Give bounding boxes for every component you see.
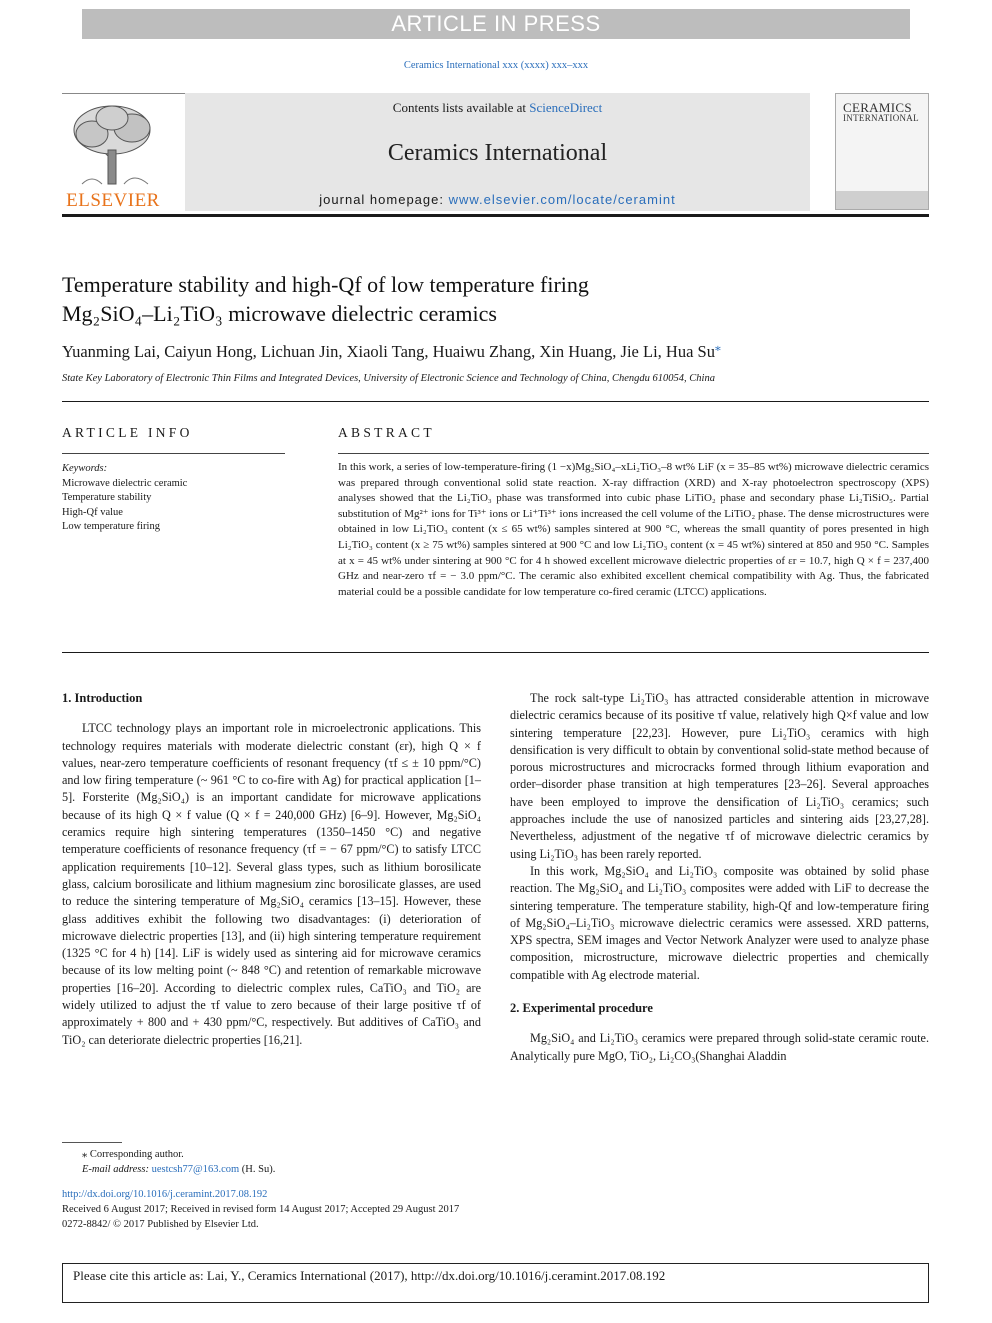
- elsevier-tree-logo: [62, 100, 164, 186]
- authors-text: Yuanming Lai, Caiyun Hong, Lichuan Jin, Xiaoli Tang, Huaiwu Zhang, Xin Huang, Jie Li, Hua Su: [62, 342, 715, 361]
- abstract-rule: [338, 453, 929, 454]
- homepage-prefix: journal homepage:: [319, 192, 449, 207]
- intro-heading: 1. Introduction: [62, 691, 143, 705]
- title-line-2: Mg₂SiO₄–Li₂TiO₃ microwave dielectric ceramics: [62, 301, 497, 326]
- author-list: [62, 342, 721, 362]
- received-dates: Received 6 August 2017; Received in revised form 14 August 2017; Accepted 29 August 2017: [62, 1204, 460, 1215]
- keyword-item: High-Qf value: [62, 506, 123, 518]
- header-thick-rule: [62, 214, 929, 217]
- intro-paragraph-1: LTCC technology plays an important role in microelectronic applications. This technology requires materials with moderate dielectric constant (εr), high Q × f values, near-zero temperature coefficients of resonant frequency (τf ≤ ± 10 ppm/°C) and low firing temperature (~ 961 °C to co-fire with Ag) for practical application [1–5]. Forsterite (Mg₂SiO₄) is an important candidate for microwave applications because of its high Q × f value (Q × f = 240,000 GHz) [6–9]. However, Mg₂SiO₄ ceramics require high sintering temperatures (1350–1450 °C) and negative temperature coefficients of resonance frequency (τf = − 67 ppm/°C) to satisfy LTCC application requirements [10–12]. Several glass types, such as lithium borosilicate glass, calcium borosilicate and lithium magnesium zinc borosilicate glasses, are used to reduce the sintering temperature of Mg₂SiO₄ ceramics [13–15]. However, these glass additives exhibit the following two disadvantages: (i) deterioration of microwave dielectric properties [13], and (ii) high sintering temperature requirement (1325 °C for 4 h) [14]. LiF is widely used as sintering aid for microwave ceramics because of its low melting point (~ 848 °C) and retention of remarkable microwave properties [16–20]. According to dielectric complex rules, CaTiO₃ and TiO₂ are widely utilized to adjust the τf value to zero because of their large positive τf of approximately + 800 and + 430 ppm/°C, respectively. But additives of CaTiO₃ and TiO₂ can deteriorate dielectric properties [16,21].: [62, 721, 481, 1047]
- sciencedirect-link[interactable]: ScienceDirect: [529, 100, 603, 115]
- article-info-heading: ARTICLE INFO: [62, 425, 193, 440]
- keyword-item: Low temperature firing: [62, 521, 160, 532]
- right-column: [510, 690, 929, 1065]
- right-paragraph-2: In this work, Mg₂SiO₄ and Li₂TiO₃ composite was obtained by solid phase reaction. The Mg₂SiO₄ and Li₂TiO₃ composites were added with LiF to decrease the sintering temperature. The temperature stability, high-Qf and low-temperature firing of Mg₂SiO₄–Li₂TiO₃ microwave dielectric ceramics were assessed. XRD patterns, XPS spectra, SEM images and Vector Network Analyzer were used to analyze phase composition, microstructure, microwave dielectric properties and chemically compatible with Ag electrode material.: [510, 863, 929, 982]
- cover-footer-bar: [836, 191, 928, 209]
- email-label: E-mail address:: [82, 1164, 152, 1175]
- cover-title: [843, 102, 919, 124]
- contents-line: [185, 100, 810, 116]
- keywords-block: [62, 462, 187, 535]
- homepage-link[interactable]: www.elsevier.com/locate/ceramint: [448, 192, 676, 207]
- issn-copyright: 0272-8842/ © 2017 Published by Elsevier Ltd.: [62, 1219, 259, 1230]
- article-meta: [62, 1187, 459, 1232]
- article-info-rule: [62, 453, 285, 454]
- elsevier-wordmark: ELSEVIER: [66, 190, 160, 211]
- contents-prefix: Contents lists available at: [392, 100, 530, 115]
- footnotes: [62, 1147, 275, 1177]
- cite-this-article-box: [62, 1263, 929, 1303]
- right-paragraph-1: The rock salt-type Li₂TiO₃ has attracted considerable attention in microwave dielectric ceramics because of its positive τf value, relatively high Q×f value and low sintering temperature [22,23]. However, pure Li₂TiO₃ ceramics with high densification is very difficult to obtain by conventional solid-state method because of porous microstructures and microcracks formed through lithium evaporation and order–disorder phase transition at high temperatures [23–26]. Several approaches have been employed to improve the densification of Li₂TiO₃ ceramics; such approaches include the use of nanosized particles and sintering aids [23,27,28]. Nevertheless, adjustment of the negative τf of microwave dielectric ceramics by using Li₂TiO₃ has been rarely reported.: [510, 691, 929, 861]
- citation-link[interactable]: Ceramics International xxx (xxxx) xxx–xxx: [403, 60, 589, 71]
- keywords-label: Keywords:: [62, 463, 108, 474]
- keyword-item: Microwave dielectric ceramic: [62, 477, 188, 489]
- left-column: [62, 690, 481, 1049]
- rule-under-abstract: [62, 652, 929, 653]
- journal-cover-thumbnail[interactable]: [835, 93, 929, 210]
- article-in-press-banner: ARTICLE IN PRESS: [82, 9, 910, 39]
- cover-title-line2: INTERNATIONAL: [843, 113, 919, 123]
- experimental-paragraph-1: Mg₂SiO₄ and Li₂TiO₃ ceramics were prepared through solid-state ceramic route. Analytically pure MgO, TiO₂, Li₂CO₃(Shanghai Aladdin: [510, 1031, 929, 1063]
- affiliation: State Key Laboratory of Electronic Thin Films and Integrated Devices, University of Electronic Science and Technology of China, Chengdu 610054, China: [62, 373, 715, 384]
- email-suffix: (H. Su).: [239, 1164, 276, 1175]
- corresponding-author-note: ⁎ Corresponding author.: [82, 1149, 184, 1160]
- rule-under-affiliation: [62, 401, 929, 402]
- article-title: [62, 270, 922, 328]
- experimental-heading: 2. Experimental procedure: [510, 1001, 653, 1016]
- email-link[interactable]: uestcsh77@163.com: [151, 1164, 240, 1175]
- cite-doi[interactable]: http://dx.doi.org/10.1016/j.ceramint.2017.08.192: [410, 1268, 666, 1283]
- journal-title: Ceramics International: [387, 140, 608, 166]
- keyword-item: Temperature stability: [62, 492, 152, 503]
- corresponding-author-mark[interactable]: ⁎: [714, 341, 721, 354]
- abstract-text: In this work, a series of low-temperature-firing (1 −x)Mg₂SiO₄–xLi₂TiO₃–8 wt% LiF (x = 35–85 wt%) microwave dielectric ceramics was prepared through conventional solid state reaction. X-ray diffraction (XRD) and X-ray photoelectron spectroscopy (XPS) analyses showed that the Li₂TiO₃ phase was transformed into cubic phase LiTiO₂ phase and secondary phase Li₂TiSiO₅. Partial substitution of Mg²⁺ ions for Ti³⁺ ions or Li⁺Ti³⁺ ions increased the cell volume of the LiTiO₂ phase. The dense microstructures were obtained in low Li₂TiO₃ content (x ≤ 65 wt%) samples sintered at 900 °C, whereas the small quantity of pores presented in high Li₂TiO₃ content (x ≥ 75 wt%) samples sintered at 900 °C and low Li₂TiO₃ content (x = 45 wt%) sintered at 850 and 950 °C. Samples at x = 45 wt% under sintering at 900 °C for 4 h showed excellent microwave dielectric properties of εr = 10.7, high Q × f = 237,400 GHz and near-zero τf = − 3.0 ppm/°C. The ceramic also exhibited excellent chemical compatibility with Ag. Thus, the fabricated material could be a possible candidate for low temperature co-fired ceramic (LTCC) applications.: [338, 461, 929, 598]
- cite-prefix: Please cite this article as: Lai, Y., Ceramics International (2017),: [73, 1268, 411, 1283]
- email-note: [62, 1162, 275, 1177]
- doi-link[interactable]: http://dx.doi.org/10.1016/j.ceramint.2017.08.192: [62, 1189, 268, 1200]
- footnote-rule: [62, 1142, 122, 1143]
- cover-title-line1: CERAMICS: [843, 100, 912, 115]
- abstract-heading: ABSTRACT: [338, 425, 435, 440]
- title-line-1: Temperature stability and high-Qf of low temperature firing: [62, 272, 589, 297]
- journal-citation-line[interactable]: [0, 60, 992, 71]
- journal-homepage: [185, 192, 810, 207]
